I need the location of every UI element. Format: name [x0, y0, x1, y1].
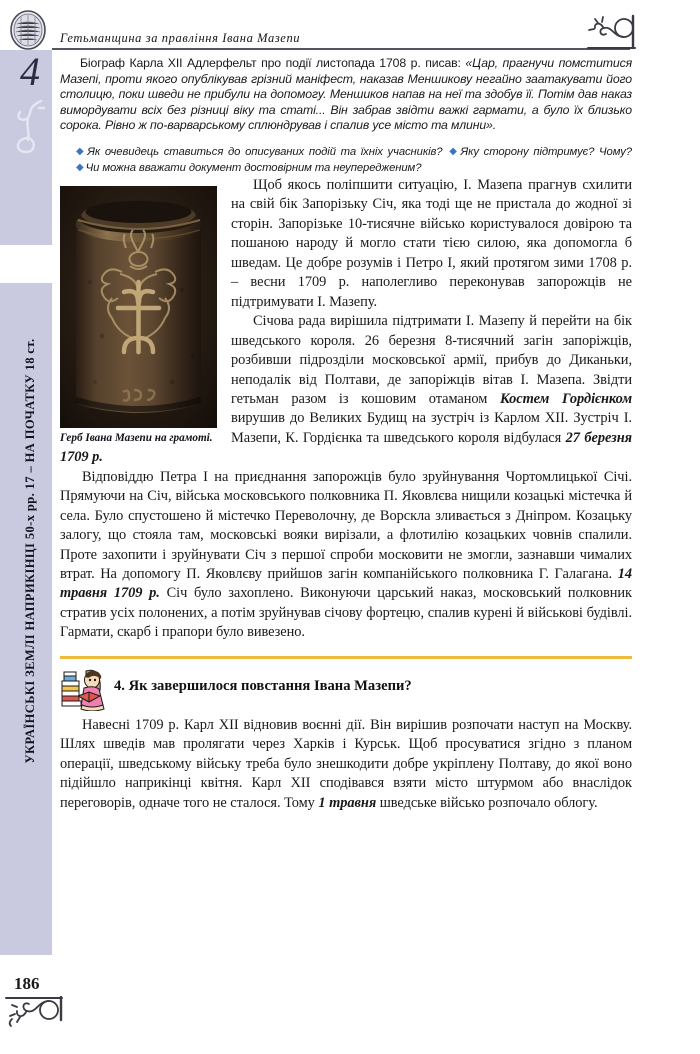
chapter-number: 4	[20, 49, 40, 94]
left-margin-band-gap	[0, 245, 52, 283]
header-divider-rule	[52, 48, 630, 50]
body-paragraph-1: Щоб якось поліпшити ситуацію, І. Мазепа прагнув схилити на свій бік Запорізьку Січ, яка тоді ще не пристала до жодної зі сторін. Запорізьке 10-тисячне військо користувалося довірою та пошаною народу й могло стати тією силою, яка допомогла б шведам. Це добре розумів і Петро І, який протягом зими 1708 р. – весни 1709 р. наполегливо переконував запорожців не підтримувати І. Мазепу.	[231, 176, 632, 310]
body-paragraph-3-part-a: Відповіддю Петра І на приєднання запорожців було зруйнування Чортомлицької Січі. Прямуючи на Січ, війська московського полковника П. Яковлєва нищили козацькі містечка й села. Було спустошено й містечко Переволочну, де Ворскла зливається з Дніпром. Козацьку залогу, що стояла там, московські вояки вирізали, а флотилію козацьких човнів спалили. Проте захопити і зруйнувати Січ з першої спроби московити не змогли, зазнавши чималих втрат. На допомогу П. Яковлєву прийшов загін компанійського полковника Г. Галагана.	[60, 468, 632, 583]
left-margin-band	[0, 50, 52, 955]
body-paragraph-3-part-b: Січ було захоплено. Виконуючи царський наказ, московський полковник стратив усіх полонених, а потім зруйнував січову фортецю, спалив курені й військові будівлі. Гармати, скарб і прапори було вивезено.	[60, 585, 632, 641]
question-bullet-icon: ◆	[449, 145, 459, 157]
chapter-flourish-ornament-icon	[6, 98, 52, 158]
figure-photo	[60, 186, 217, 428]
emphasis-kost-hordiienko: Костем Гордієнком	[499, 390, 633, 407]
book-seal-logo-icon	[6, 8, 50, 52]
page-content	[60, 56, 632, 813]
question-item-3: Чи можна вважати документ достовірним та неупередженим?	[85, 161, 422, 174]
questions-list	[60, 144, 632, 176]
girl-reading-book-icon	[60, 665, 110, 711]
figure-mazepa-seal	[60, 186, 217, 446]
body-paragraph-2-part-b: вирушив до Великих Будищ на зустріч із Карлом XII. Зустріч І. Мазепи, К. Гордієнка та шведського короля відбулася	[231, 410, 632, 446]
section-paragraph	[60, 716, 632, 813]
question-item-1: Як очевидець ставиться до описуваних подій та їхніх учасників?	[87, 145, 443, 158]
emphasis-date-14-may-1709: 14 травня 1709 р.	[60, 566, 632, 602]
page-number: 186	[14, 974, 40, 993]
figure-caption: Герб Івана Мазепи на грамоті.	[60, 431, 213, 444]
body-paragraph-2-part-a: Січова рада вирішила підтримати І. Мазепу й перейти на бік шведського короля. 26 березня 8-тисячний загін запоріжців, розбивши підрозділи московської армії, прибув до Диканьки, неподалік від Полтави, де запоріжців вітав І. Мазепа. Звідти гетьман разом із кошовим отаманом	[231, 313, 632, 407]
question-item-2: Яку сторону підтримує? Чому?	[460, 145, 632, 158]
section-paragraph-part-b: шведське військо розпочало облогу.	[376, 794, 598, 811]
source-quote-intro: Біограф Карла XII Адлерфельт про події листопада 1708 р. писав:	[80, 56, 466, 70]
section-divider-rule	[60, 656, 632, 659]
source-quote-paragraph	[60, 56, 632, 134]
section-vertical-title: УКРАЇНСЬКІ ЗЕМЛІ НАПРИКІНЦІ 50-х рр. 17 – НА ПОЧАТКУ 18 ст.	[23, 338, 38, 764]
question-bullet-icon: ◆	[76, 145, 86, 157]
section-heading: 4. Як завершилося повстання Івана Мазепи?	[114, 678, 412, 695]
emphasis-date-27-march-1709: 27 березня 1709 р.	[60, 429, 632, 466]
question-bullet-icon: ◆	[76, 161, 84, 173]
source-quote-text: «Цар, прагнучи помститися Мазепі, проти якого опублікував грізний маніфест, наказав Меншикову негайно заатакувати його столицю, поки шведи не прибули на допомогу. Меншиков напав на неї та здобув її. Потім дав наказ вимордувати всіх без різниці віку та статі... Він забрав звідти важкі гармати, а було їх близько сорока. Рівно ж по-варварському сплюндрував і спалив усе місто та млини».	[60, 56, 632, 133]
section-heading-block	[60, 667, 632, 707]
emphasis-date-1-may: 1 травня	[318, 794, 377, 811]
running-header: Гетьманщина за правління Івана Мазепи	[60, 31, 301, 45]
footer-corner-ornament-icon	[4, 996, 66, 1036]
section-paragraph-part-a: Навесні 1709 р. Карл XII відновив воєнні дії. Він вирішив розпочати наступ на Москву. Шлях шведів мав пролягати через Харків і Курськ. Щоб просуватися згідно з планом операції, шведському війську треба було знешкодити добре укріплену Полтаву, до якої воно підійшло наприкінці квітня. Карл XII сподівався взяти місто штурмом або внаслідок переговорів, одначе того не сталося. Тому	[60, 716, 632, 811]
body-paragraph-3	[60, 468, 632, 643]
header-corner-ornament-icon	[586, 10, 640, 52]
